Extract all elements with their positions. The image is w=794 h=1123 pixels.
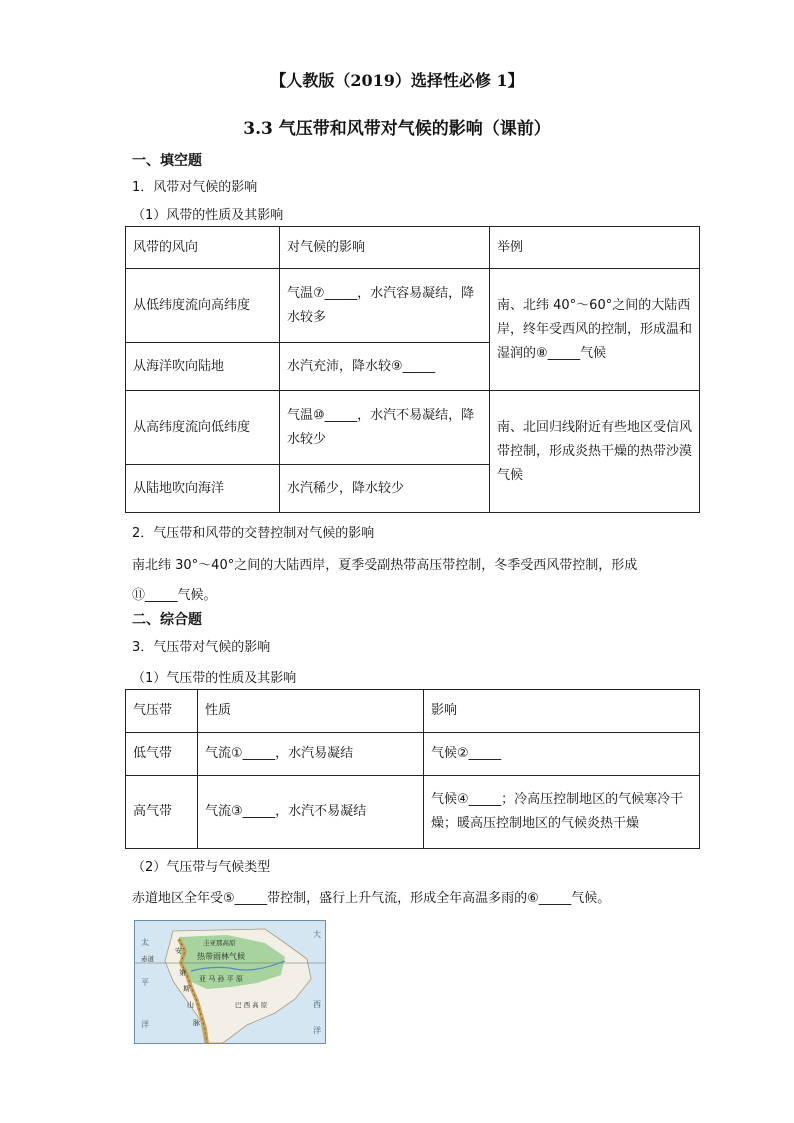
table-cell: 气候②_____ [424,733,700,776]
table-cell-example: 南、北纬 40°～60°之间的大陆西岸，终年受西风的控制，形成温和湿润的⑧_____气候 [490,269,700,391]
label-atlantic-char: 洋 [313,1026,321,1035]
label-andes-char: 脉 [193,1019,200,1027]
table-header: 性质 [198,690,424,733]
table-cell: 从高纬度流向低纬度 [126,391,280,465]
label-andes-char: 山 [187,1001,194,1009]
label-andes-char: 安 [175,947,182,955]
table-cell: 气流①_____，水汽易凝结 [198,733,424,776]
table-header: 对气候的影响 [280,227,490,269]
table-cell: 从低纬度流向高纬度 [126,269,280,343]
table-cell: 低气带 [126,733,198,776]
label-guiana: 圭亚那高原 [203,939,236,947]
label-andes-char: 第 [179,969,186,977]
label-pacific-char: 洋 [141,1020,149,1029]
wind-belt-table [125,226,700,513]
label-brazil: 巴 西 高 原 [235,1001,268,1009]
label-atlantic-char: 大 [313,930,321,939]
table-cell: 从陆地吹向海洋 [126,465,280,513]
label-pacific-char: 太 [141,938,149,947]
label-pacific-char: 平 [141,978,149,987]
table-header: 气压带 [126,690,198,733]
label-rainforest: 热带雨林气候 [197,952,245,961]
table-cell: 高气带 [126,776,198,849]
section-heading-comprehensive: 二、综合题 [132,612,202,628]
question-3-sub2: （2）气压带与气候类型 [132,860,271,875]
label-atlantic-char: 西 [313,1000,321,1009]
table-cell: 气温⑦_____，水汽容易凝结，降水较多 [280,269,490,343]
label-andes-char: 斯 [183,985,190,993]
section-heading-fill-blank: 一、填空题 [132,153,202,169]
label-equator: 赤道 [141,955,154,963]
table-cell: 气流③_____，水汽不易凝结 [198,776,424,849]
table-header: 风带的风向 [126,227,280,269]
table-cell: 气候④_____；冷高压控制地区的气候寒冷干燥；暖高压控制地区的气候炎热干燥 [424,776,700,849]
south-america-climate-map [134,920,326,1044]
question-1-sub: （1）风带的性质及其影响 [132,208,284,223]
question-1: 1．风带对气候的影响 [132,180,258,195]
question-2-text: 南北纬 30°～40°之间的大陆西岸，夏季受副热带高压带控制，冬季受西风带控制，形成 [132,558,638,573]
question-2-text: ⑪_____气候。 [132,588,217,603]
series-title: 【人教版（2019）选择性必修 1】 [270,71,524,90]
table-header: 影响 [424,690,700,733]
lesson-title: 3.3 气压带和风带对气候的影响（课前） [243,119,551,139]
question-2: 2．气压带和风带的交替控制对气候的影响 [132,526,375,541]
table-cell: 水汽稀少，降水较少 [280,465,490,513]
table-cell-example: 南、北回归线附近有些地区受信风带控制，形成炎热干燥的热带沙漠气候 [490,391,700,513]
question-3-text: 赤道地区全年受⑤_____带控制，盛行上升气流，形成全年高温多雨的⑥_____气候。 [132,891,611,906]
question-3: 3．气压带对气候的影响 [132,640,271,655]
table-cell: 从海洋吹向陆地 [126,343,280,391]
table-cell: 水汽充沛，降水较⑨_____ [280,343,490,391]
question-3-sub1: （1）气压带的性质及其影响 [132,671,297,686]
label-amazon: 亚 马 孙 平 原 [199,975,243,983]
table-cell: 气温⑩_____，水汽不易凝结，降水较少 [280,391,490,465]
pressure-belt-table [125,689,700,849]
table-header: 举例 [490,227,700,269]
